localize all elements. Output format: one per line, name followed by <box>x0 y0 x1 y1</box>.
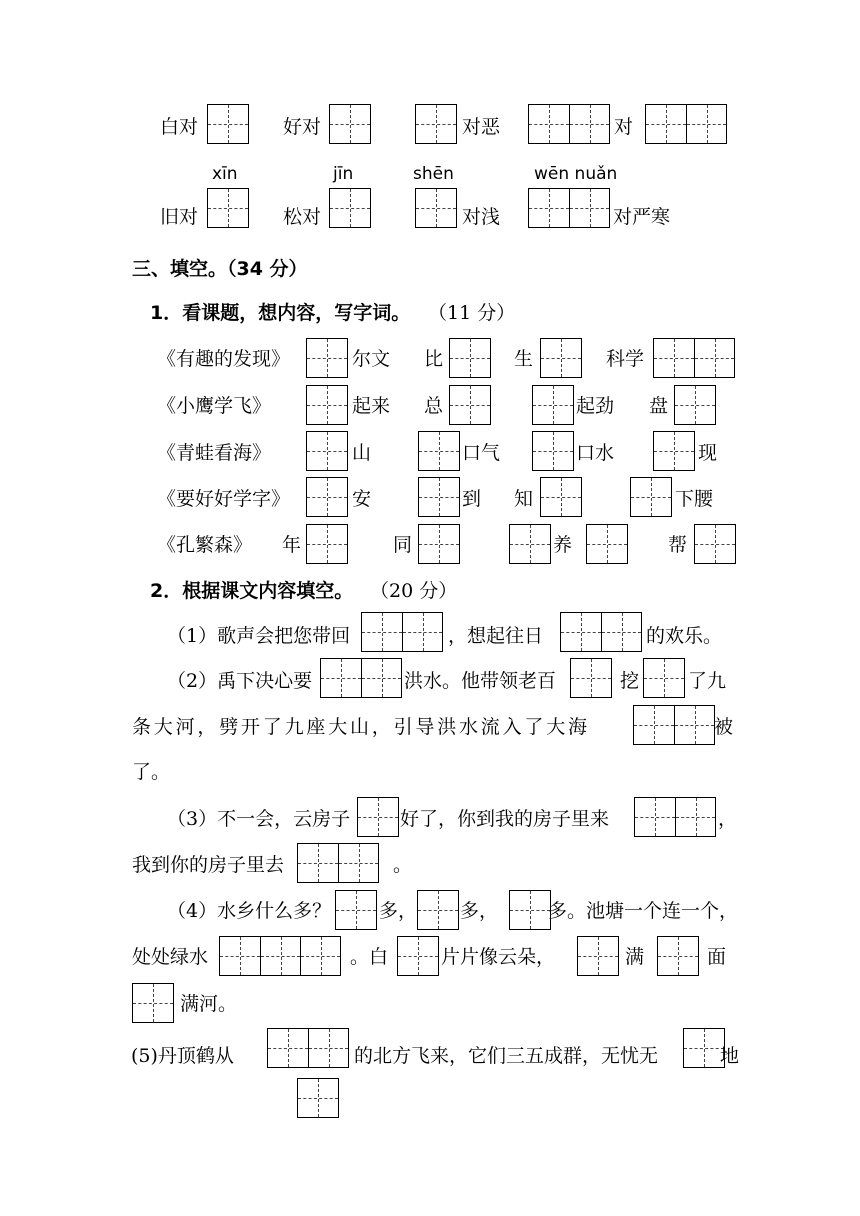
answer-box[interactable] <box>449 385 491 425</box>
sentence-text: 。 <box>393 854 413 876</box>
answer-box[interactable] <box>418 431 460 471</box>
answer-box[interactable] <box>397 936 439 976</box>
answer-box[interactable] <box>586 524 628 564</box>
answer-box[interactable] <box>361 612 443 652</box>
answer-box[interactable] <box>207 104 249 144</box>
answer-box[interactable] <box>577 936 619 976</box>
pinyin-label: wēn nuǎn <box>534 164 618 184</box>
answer-box[interactable] <box>674 385 716 425</box>
answer-box[interactable] <box>532 385 574 425</box>
answer-box[interactable] <box>653 431 695 471</box>
answer-box[interactable] <box>335 890 377 930</box>
answer-box[interactable] <box>532 431 574 471</box>
answer-box[interactable] <box>306 477 348 517</box>
answer-box[interactable] <box>645 104 727 144</box>
answer-box[interactable] <box>267 1028 349 1068</box>
fill-text: 年 <box>282 534 302 556</box>
antonym-prompt: 旧对 <box>160 206 199 228</box>
antonym-prompt: 对严寒 <box>613 206 671 228</box>
sentence-text: 地 <box>720 1045 740 1067</box>
answer-box[interactable] <box>653 338 735 378</box>
section-title: 三、填空。（34 分） <box>132 258 308 280</box>
antonym-prompt: 对浅 <box>462 206 501 228</box>
answer-box[interactable] <box>449 338 491 378</box>
sentence-text: 处处绿水 <box>132 946 209 968</box>
answer-box[interactable] <box>694 524 736 564</box>
answer-box[interactable] <box>306 385 348 425</box>
answer-box[interactable] <box>540 477 582 517</box>
question-score: （20 分） <box>370 580 458 602</box>
answer-box[interactable] <box>418 524 460 564</box>
answer-box[interactable] <box>630 477 672 517</box>
answer-box[interactable] <box>509 890 551 930</box>
answer-box[interactable] <box>357 797 399 837</box>
fill-text: 现 <box>698 442 718 464</box>
lesson-title: 《有趣的发现》 <box>157 348 291 370</box>
answer-box[interactable] <box>657 936 699 976</box>
answer-box[interactable] <box>683 1028 725 1068</box>
fill-text: 总 <box>424 395 444 417</box>
sentence-text: 面 <box>707 946 727 968</box>
answer-box[interactable] <box>297 843 379 883</box>
answer-box[interactable] <box>207 188 249 228</box>
question-title: 1．看课题，想内容，写字词。 <box>150 302 411 324</box>
answer-box[interactable] <box>560 612 642 652</box>
sentence-text: 多， <box>379 900 418 922</box>
answer-box[interactable] <box>633 705 715 745</box>
fill-text: 到 <box>462 488 482 510</box>
sentence-text: 满河。 <box>180 993 238 1015</box>
answer-box[interactable] <box>132 983 174 1023</box>
sentence-text: 挖 <box>620 670 640 692</box>
lesson-title: 《孔繁森》 <box>157 534 253 556</box>
fill-text: 生 <box>514 348 534 370</box>
answer-box[interactable] <box>570 658 612 698</box>
sentence-text: 了九 <box>688 670 727 692</box>
fill-text: 口气 <box>462 442 501 464</box>
antonym-prompt: 对恶 <box>462 116 501 138</box>
sentence-text: 多， <box>460 900 499 922</box>
answer-box[interactable] <box>643 658 685 698</box>
sentence-text: 我到你的房子里去 <box>132 854 285 876</box>
sentence-text: 了。 <box>132 761 171 783</box>
fill-text: 同 <box>393 534 413 556</box>
answer-box[interactable] <box>417 890 459 930</box>
antonym-prompt: 白对 <box>160 116 199 138</box>
fill-text: 起劲 <box>576 395 615 417</box>
sentence-text: 满 <box>625 946 645 968</box>
answer-box[interactable] <box>219 936 341 976</box>
answer-box[interactable] <box>306 338 348 378</box>
answer-box[interactable] <box>329 104 371 144</box>
sentence-text: （2）禹下决心要 <box>167 670 313 692</box>
sentence-text: ，想起往日 <box>448 625 544 647</box>
question-title: 2．根据课文内容填空。 <box>150 580 354 602</box>
pinyin-label: jīn <box>333 164 354 184</box>
lesson-title: 《小鹰学飞》 <box>157 395 272 417</box>
antonym-prompt: 松对 <box>283 206 322 228</box>
answer-box[interactable] <box>634 797 716 837</box>
pinyin-label: xīn <box>212 164 238 184</box>
antonym-prompt: 好对 <box>283 116 322 138</box>
pinyin-label: shēn <box>413 164 454 184</box>
fill-text: 知 <box>514 488 534 510</box>
sentence-text: 的北方飞来，它们三五成群，无忧无 <box>354 1045 659 1067</box>
answer-box[interactable] <box>415 188 457 228</box>
answer-box[interactable] <box>528 188 610 228</box>
sentence-text: 条大河，劈开了九座大山，引导洪水流入了大海 <box>132 716 590 738</box>
answer-box[interactable] <box>418 477 460 517</box>
answer-box[interactable] <box>528 104 610 144</box>
fill-text: 山 <box>352 442 372 464</box>
fill-text: 下腰 <box>675 488 714 510</box>
sentence-text: （1）歌声会把您带回 <box>167 625 351 647</box>
fill-text: 比 <box>424 348 444 370</box>
answer-box[interactable] <box>320 658 402 698</box>
answer-box[interactable] <box>540 338 582 378</box>
lesson-title: 《要好好学字》 <box>157 488 291 510</box>
fill-text: 科学 <box>606 348 645 370</box>
lesson-title: 《青蛙看海》 <box>157 442 272 464</box>
sentence-text: 多。池塘一个连一个， <box>548 900 739 922</box>
question-score: （11 分） <box>428 302 516 324</box>
fill-text: 帮 <box>668 534 688 556</box>
answer-box[interactable] <box>509 524 551 564</box>
answer-box[interactable] <box>329 188 371 228</box>
sentence-text: (5)丹顶鹤从 <box>131 1045 234 1067</box>
fill-text: 盘 <box>649 395 669 417</box>
fill-text: 尔文 <box>352 348 391 370</box>
sentence-text: 片片像云朵， <box>441 946 556 968</box>
fill-text: 起来 <box>352 395 391 417</box>
sentence-text: 。白 <box>350 946 389 968</box>
sentence-text: 被 <box>714 716 734 738</box>
answer-box[interactable] <box>306 524 348 564</box>
answer-box[interactable] <box>415 104 457 144</box>
fill-text: 养 <box>553 534 573 556</box>
sentence-text: ， <box>718 808 738 830</box>
antonym-prompt: 对 <box>614 116 634 138</box>
answer-box[interactable] <box>306 431 348 471</box>
sentence-text: 洪水。他带领老百 <box>404 670 557 692</box>
sentence-text: （4）水乡什么多？ <box>167 900 332 922</box>
sentence-text: 的欢乐。 <box>646 625 723 647</box>
sentence-text: 好了，你到我的房子里来 <box>400 808 610 830</box>
answer-box[interactable] <box>297 1078 339 1118</box>
fill-text: 安 <box>352 488 372 510</box>
fill-text: 口水 <box>576 442 615 464</box>
sentence-text: （3）不一会，云房子 <box>167 808 351 830</box>
